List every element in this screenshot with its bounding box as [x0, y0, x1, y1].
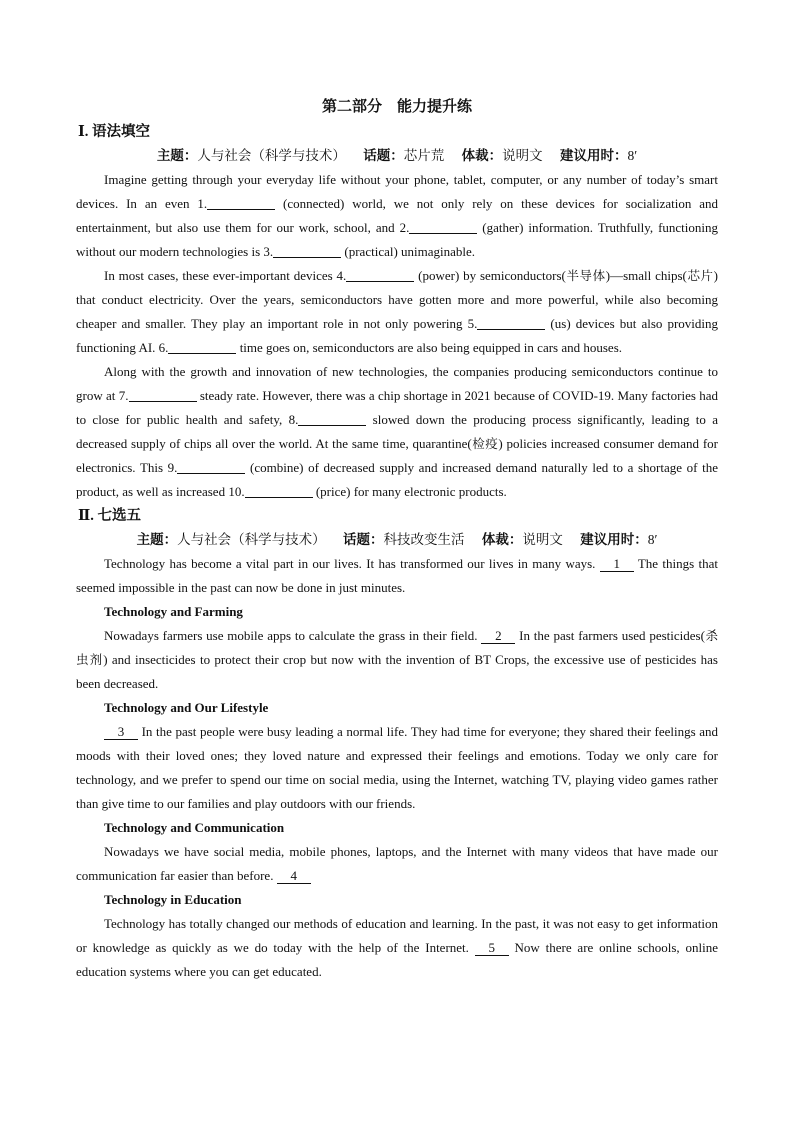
answer-blank-9[interactable] — [177, 459, 245, 474]
subheading-lifestyle: Technology and Our Lifestyle — [104, 700, 269, 715]
communication-paragraph — [76, 840, 718, 888]
text-run: (power) by semiconductors( — [414, 268, 566, 283]
topic-label: 话题： — [363, 148, 404, 163]
answer-blank-5[interactable] — [477, 315, 545, 330]
answer-blank-2[interactable] — [409, 219, 477, 234]
question-blank-1[interactable]: 1 — [600, 556, 634, 572]
theme-label: 主题： — [156, 148, 198, 163]
text-run: Imagine getting through your everyday life without your phone, tablet, computer, or any number of today’s smart devices. In an even 1. — [76, 172, 718, 211]
answer-blank-10[interactable] — [245, 483, 313, 498]
section-1-meta — [76, 144, 718, 168]
topic-value: 科技改变生活 — [383, 532, 465, 547]
lifestyle-paragraph — [76, 720, 718, 816]
genre-label: 体裁： — [461, 148, 503, 163]
topic-value: 芯片荒 — [403, 148, 445, 163]
text-run: Along with the growth and innovation of new technologies, the companies producing semiconductors continue to grow at 7. — [76, 364, 718, 403]
theme-label: 主题： — [136, 532, 178, 547]
topic-label: 话题： — [342, 532, 384, 547]
text-run: ) that conduct electricity. Over the years, semiconductors have gotten more and more powerful, while also becoming cheaper and smaller. They play an important role in not only powering 5. — [76, 268, 718, 331]
text-run: )—small chips( — [605, 268, 687, 283]
question-blank-2[interactable]: 2 — [481, 628, 515, 644]
answer-blank-1[interactable] — [207, 195, 275, 210]
question-blank-5[interactable]: 5 — [475, 940, 509, 956]
text-run: ) and insecticides to protect their crop but now with the invention of BT Crops, the excessive use of pesticides has been decreased. — [76, 652, 718, 691]
text-run: ) policies increased consumer demand for electronics. This 9. — [76, 436, 718, 475]
chinese-gloss: 检疫 — [471, 436, 499, 451]
genre-value: 说明文 — [522, 532, 563, 547]
genre-value: 说明文 — [502, 148, 543, 163]
chinese-gloss: 杀虫剂 — [76, 628, 718, 667]
text-run: (us) devices but also providing functioning AI. 6. — [76, 316, 718, 355]
genre-label: 体裁： — [481, 532, 523, 547]
text-run: time goes on, semiconductors are also being equipped in cars and houses. — [236, 340, 623, 355]
text-run: (connected) world, we not only rely on these devices for socialization and entertainment, but also use them for our work, school, and 2. — [76, 196, 719, 235]
text-run: Technology has become a vital part in our lives. It has transformed our lives in many ways. — [104, 556, 600, 571]
time-value: 8′ — [627, 148, 638, 163]
answer-blank-7[interactable] — [129, 387, 197, 402]
section-2-heading: Ⅱ. 七选五 — [78, 508, 141, 524]
chinese-gloss: 芯片 — [686, 268, 714, 283]
text-run: Nowadays we have social media, mobile phones, laptops, and the Internet with many videos that have made our communication far easier than before. — [76, 844, 718, 883]
time-label: 建议用时： — [580, 532, 648, 547]
subheading-farming: Technology and Farming — [104, 604, 243, 619]
text-run: (practical) unimaginable. — [341, 244, 476, 259]
answer-blank-6[interactable] — [168, 339, 236, 354]
section-2-meta — [76, 528, 718, 552]
text-run: (combine) of decreased supply and increased demand naturally led to a shortage of the product, as well as increased 10. — [76, 460, 718, 499]
text-run: Nowadays farmers use mobile apps to calculate the grass in their field. — [104, 628, 482, 643]
part-title: 第二部分 能力提升练 — [321, 99, 472, 115]
text-run: Technology has totally changed our methods of education and learning. In the past, it was not easy to get information or knowledge as quickly as we do today with the help of the Internet. — [76, 916, 718, 955]
question-blank-3[interactable]: 3 — [104, 724, 138, 740]
text-run: In most cases, these ever-important devices 4. — [104, 268, 347, 283]
answer-blank-8[interactable] — [298, 411, 366, 426]
grammar-paragraph-2 — [76, 264, 718, 360]
text-run: The things that seemed impossible in the past can now be done in just minutes. — [76, 556, 718, 595]
grammar-paragraph-1 — [76, 168, 718, 264]
answer-blank-4[interactable] — [346, 267, 414, 282]
reading-intro-paragraph — [76, 552, 718, 600]
section-1-heading: Ⅰ. 语法填空 — [78, 124, 151, 140]
text-run: In the past people were busy leading a normal life. They had time for everyone; they shared their feelings and moods with their loved ones; they loved nature and expressed their feelings and emotions. Today we only care for technology, and we prefer to spend our time on social media, using the Internet, watching TV, playing video games rather than give time to our families and play outdoors with our friends. — [76, 724, 718, 811]
text-run: (price) for many electronic products. — [312, 484, 507, 499]
text-run: slowed down the producing process significantly, leading to a decreased supply of chips all over the world. At the same time, quarantine( — [76, 412, 718, 451]
text-run: (gather) information. Truthfully, functioning without our modern technologies is 3. — [76, 220, 718, 259]
theme-value: 人与社会（科学与技术） — [177, 532, 326, 547]
time-value: 8′ — [647, 532, 658, 547]
theme-value: 人与社会（科学与技术） — [197, 148, 346, 163]
answer-blank-3[interactable] — [273, 243, 341, 258]
text-run: steady rate. However, there was a chip shortage in 2021 because of COVID-19. Many factories had to close for public health and safety, 8. — [76, 388, 718, 427]
farming-paragraph — [76, 624, 718, 696]
grammar-paragraph-3 — [76, 360, 718, 504]
document-page — [76, 96, 718, 984]
chinese-gloss: 半导体 — [565, 268, 606, 283]
time-label: 建议用时： — [559, 148, 628, 163]
text-run: Now there are online schools, online education systems where you can get educated. — [76, 940, 718, 979]
question-blank-4[interactable]: 4 — [277, 868, 311, 884]
text-run: In the past farmers used pesticides( — [515, 628, 705, 643]
subheading-education: Technology in Education — [104, 892, 242, 907]
subheading-communication: Technology and Communication — [104, 820, 285, 835]
education-paragraph — [76, 912, 718, 984]
